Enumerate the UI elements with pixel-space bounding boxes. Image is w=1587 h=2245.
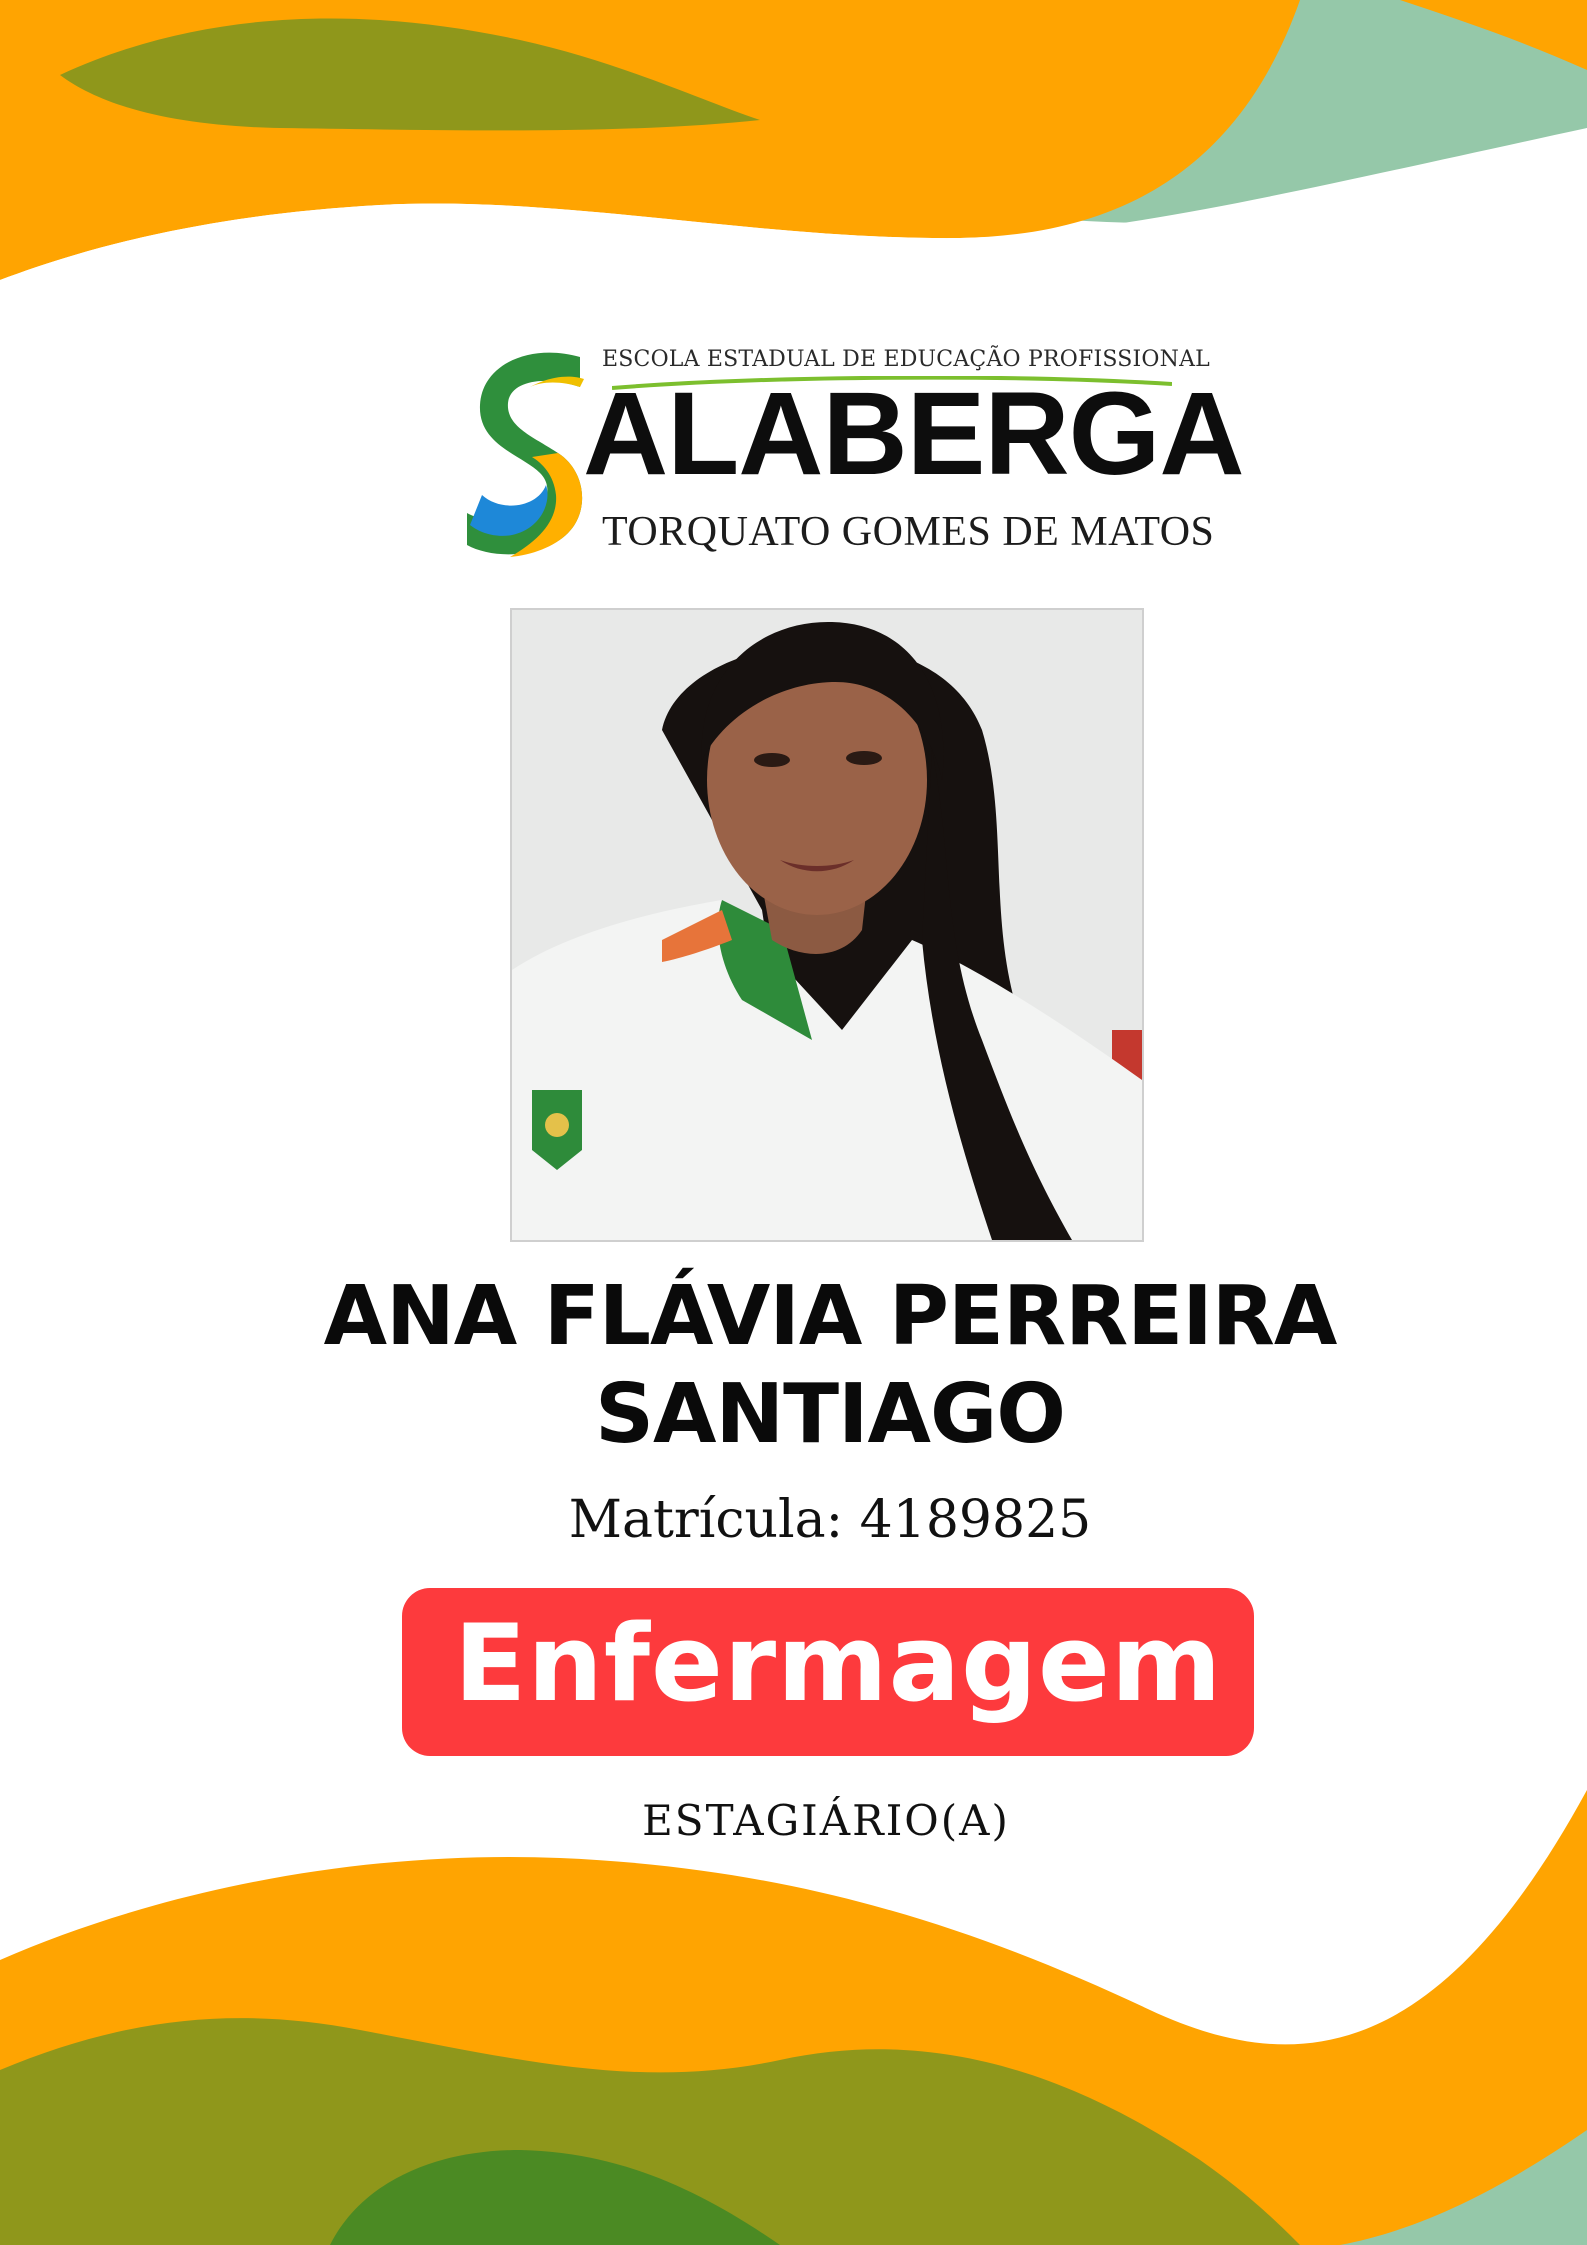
logo-wordmark: ALABERGA: [583, 368, 1244, 500]
course-label: Enfermagem: [454, 1602, 1223, 1725]
school-logo: [462, 340, 1244, 565]
student-portrait-icon: [512, 610, 1142, 1240]
salaberga-s-logo-icon: [462, 345, 592, 560]
course-badge: [402, 1588, 1254, 1756]
student-name: ANA FLÁVIA PERREIRA SANTIAGO: [323, 1269, 1337, 1462]
registration-number: Matrícula: 4189825: [568, 1490, 1092, 1550]
logo-top-line: ESCOLA ESTADUAL DE EDUCAÇÃO PROFISSIONAL: [602, 347, 1210, 372]
role-label: ESTAGIÁRIO(A): [642, 1796, 1010, 1845]
logo-bottom-line: TORQUATO GOMES DE MATOS: [602, 509, 1215, 555]
student-photo: [510, 608, 1144, 1242]
